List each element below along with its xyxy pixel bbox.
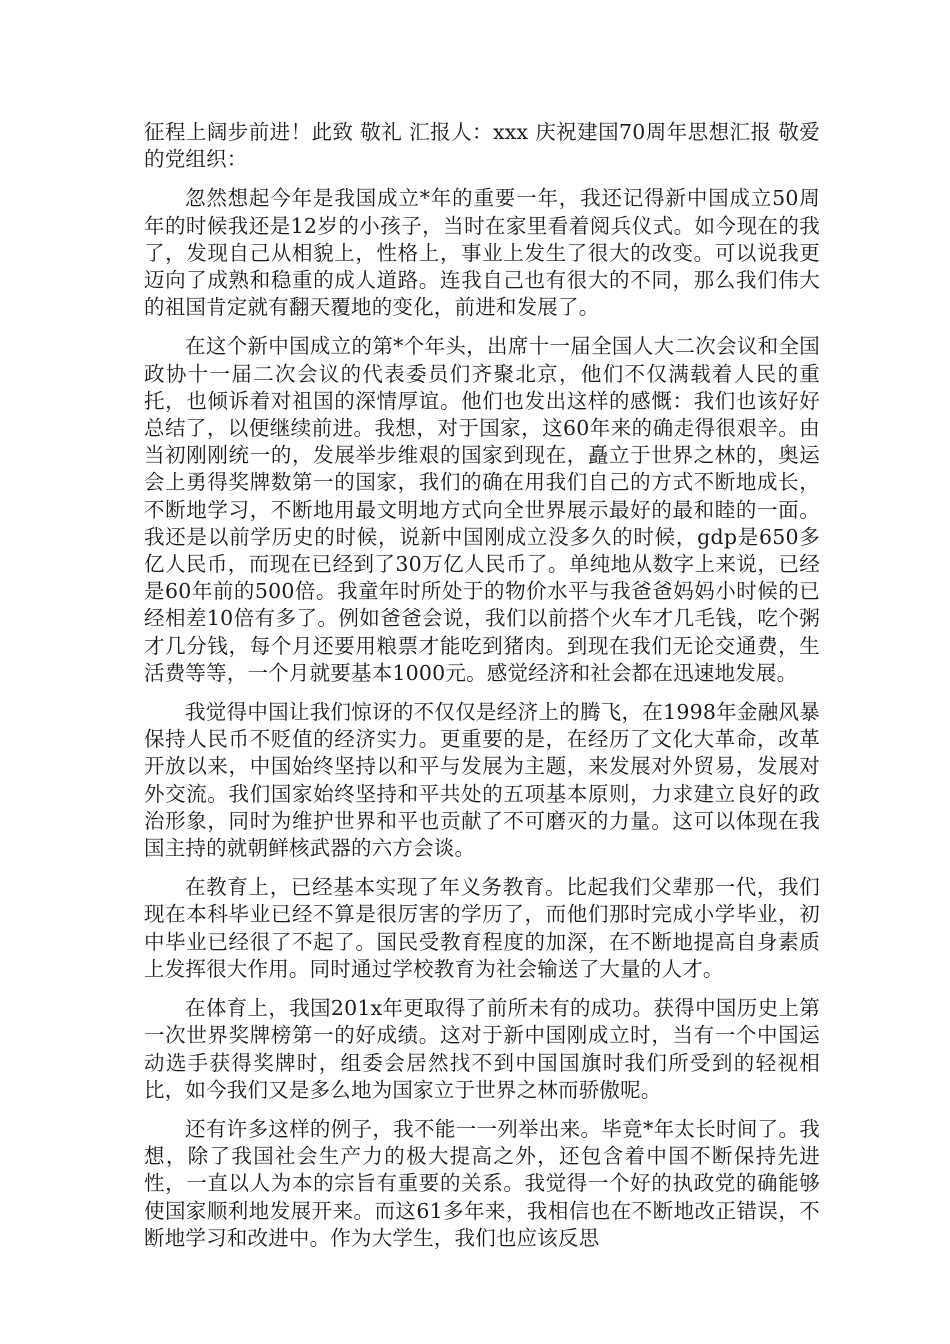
paragraph-2: 在这个新中国成立的第*个年头，出席十一届全国人大二次会议和全国政协十一届二次会议的代表委员们齐聚北京，他们不仅满载着人民的重托，也倾诉着对祖国的深情厚谊。他们也发出这样的感慨：我们也该好好总结了，以便继续前进。我想，对于国家，这60年来的确走得很艰辛。由当初刚刚统一的，发展举步维艰的国家到现在，矗立于世界之林的，奥运会上勇得奖牌数第一的国家，我们的确在用我们自己的方式不断地成长，不断地学习，不断地用最文明地方式向全世界展示最好的最和睦的一面。我还是以前学历史的时候，说新中国刚成立没多久的时候，gdp是650多亿人民币，而现在已经到了30万亿人民币了。单纯地从数字上来说，已经是60年前的500倍。我童年时所处于的物价水平与我爸爸妈妈小时候的已经相差10倍有多了。例如爸爸会说，我们以前搭个火车才几毛钱，吃个粥才几分钱，每个月还要用粮票才能吃到猪肉。到现在我们无论交通费，生活费等等，一个月就要基本1000元。感觉经济和社会都在迅速地发展。 — [144, 334, 820, 685]
paragraph-1: 忽然想起今年是我国成立*年的重要一年，我还记得新中国成立50周年的时候我还是12岁的小孩子，当时在家里看着阅兵仪式。如今现在的我了，发现自己从相貌上，性格上，事业上发生了很大的改变。可以说我更迈向了成熟和稳重的成人道路。连我自己也有很大的不同，那么我们伟大的祖国肯定就有翻天覆地的变化，前进和发展了。 — [144, 186, 820, 320]
paragraph-intro: 征程上阔步前进！此致 敬礼 汇报人：xxx 庆祝建国70周年思想汇报 敬爱的党组织： — [144, 120, 820, 172]
paragraph-3: 我觉得中国让我们惊讶的不仅仅是经济上的腾飞，在1998年金融风暴保持人民币不贬值的经济实力。更重要的是，在经历了文化大革命，改革开放以来，中国始终坚持以和平与发展为主题，来发展对外贸易，发展对外交流。我们国家始终坚持和平共处的五项基本原则，力求建立良好的政治形象，同时为维护世界和平也贡献了不可磨灭的力量。这可以体现在我国主持的就朝鲜核武器的六方会谈。 — [144, 700, 820, 861]
document-page — [144, 119, 820, 1264]
paragraph-4: 在教育上，已经基本实现了年义务教育。比起我们父辈那一代，我们现在本科毕业已经不算是很厉害的学历了，而他们那时完成小学毕业，初中毕业已经很了不起了。国民受教育程度的加深，在不断地提高自身素质上发挥很大作用。同时通过学校教育为社会输送了大量的人才。 — [144, 875, 820, 981]
paragraph-6: 还有许多这样的例子，我不能一一列举出来。毕竟*年太长时间了。我想，除了我国社会生产力的极大提高之外，还包含着中国不断保持先进性，一直以人为本的宗旨有重要的关系。我觉得一个好的执政党的确能够使国家顺利地发展开来。而这61多年来，我相信也在不断地改正错误，不断地学习和改进中。作为大学生，我们也应该反思 — [144, 1116, 820, 1250]
paragraph-5: 在体育上，我国201x年更取得了前所未有的成功。获得中国历史上第一次世界奖牌榜第一的好成绩。这对于新中国刚成立时，当有一个中国运动选手获得奖牌时，组委会居然找不到中国国旗时我们所受到的轻视相比，如今我们又是多么地为国家立于世界之林而骄傲呢。 — [144, 996, 820, 1102]
